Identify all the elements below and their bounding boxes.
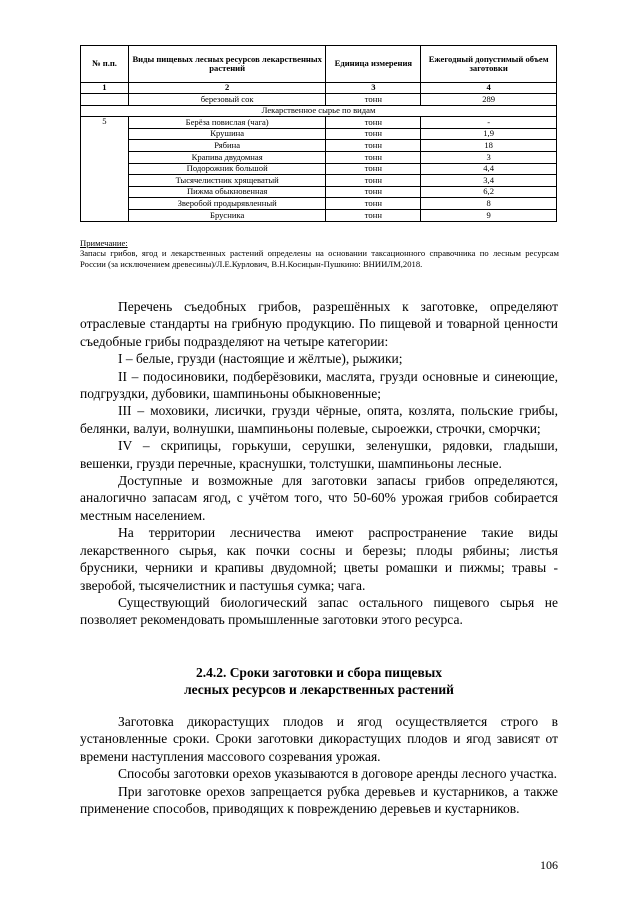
cell-value: 18 [421, 140, 557, 152]
cell-resource: Тысячелистник хрящеватый [128, 175, 326, 187]
cell-value: - [421, 117, 557, 129]
cell-unit: тонн [326, 186, 421, 198]
paragraph: Доступные и возможные для заготовки запасы грибов определяются, аналогично запасам ягод, с учётом того, что 50-60% урожая грибов собирается местным населением. [80, 473, 558, 523]
cell-value: 1,9 [421, 128, 557, 140]
header-unit: Единица измерения [326, 46, 421, 83]
cell-number [81, 94, 129, 106]
table-row [81, 128, 557, 140]
paragraph: На территории лесничества имеют распространение такие виды лекарственного сырья, как почки сосны и березы; плоды рябины; листья брусники, черники и крапивы двудомной; цветы ромашки и пижмы; травы - зверобой, тысячелистник и пастушья сумка; чага. [80, 525, 558, 593]
paragraph: Способы заготовки орехов указываются в договоре аренды лесного участка. [118, 766, 558, 782]
cell-value: 3 [421, 151, 557, 163]
table-note [80, 238, 559, 269]
table-row [81, 209, 557, 221]
cell-value: 8 [421, 198, 557, 210]
paragraph: При заготовке орехов запрещается рубка деревьев и кустарников, а также применение способов, приводящих к повреждению деревьев и кустарников. [80, 783, 558, 817]
cell-unit: тонн [326, 140, 421, 152]
col-num: 2 [128, 83, 326, 94]
section-heading-line: лесных ресурсов и лекарственных растений [184, 682, 454, 698]
cell-value: 289 [421, 94, 557, 106]
cell-resource: Брусника [128, 209, 326, 221]
page-number: 106 [540, 858, 558, 872]
cell-resource: Пижма обыкновенная [128, 186, 326, 198]
cell-resource: Зверобой продырявленный [128, 198, 326, 210]
cell-resource: Подорожник большой [128, 163, 326, 175]
table-row [81, 198, 557, 210]
header-number: № п.п. [81, 46, 129, 83]
note-title: Примечание: [80, 238, 128, 248]
table-row [81, 163, 557, 175]
body-text [80, 298, 558, 629]
paragraph: IV – скрипицы, горькуши, серушки, зеленушки, рядовки, гладыши, вешенки, грузди перечные, краснушки, толстушки, шампиньоны лесные. [80, 438, 558, 471]
table-row [81, 140, 557, 152]
paragraph: III – моховики, лисички, грузди чёрные, опята, козлята, польские грибы, белянки, валуи, волнушки, шампиньоны полевые, сыроежки, строчки, сморчки; [80, 403, 558, 436]
table-row [81, 117, 557, 129]
cell-resource: Берёза повислая (чага) [128, 117, 326, 129]
section-heading-line: 2.4.2. Сроки заготовки и сбора пищевых [195, 665, 443, 680]
col-num: 4 [421, 83, 557, 94]
section-heading [80, 664, 558, 699]
cell-unit: тонн [326, 175, 421, 187]
paragraph: Перечень съедобных грибов, разрешённых к заготовке, определяют отраслевые стандарты на грибную продукцию. По пищевой и товарной ценности съедобные грибы подразделяют на четыре категории: [80, 299, 558, 349]
cell-resource: Крапива двудомная [128, 151, 326, 163]
body-text-section [80, 713, 558, 817]
paragraph: II – подосиновики, подберёзовики, маслята, грузди основные и синеющие, подгруздки, дубовики, шампиньоны обыкновенные; [80, 368, 558, 402]
table-row [81, 175, 557, 187]
table-row [81, 94, 557, 106]
paragraph: Заготовка дикорастущих плодов и ягод осуществляется строго в установленные сроки. Сроки заготовки дикорастущих плодов и ягод зависят от времени наступления массового созревания урожая. [80, 714, 558, 764]
header-resource-type: Виды пищевых лесных ресурсов лекарственных растений [128, 46, 326, 83]
table-header-row [81, 46, 557, 83]
section-row-label: Лекарственное сырье по видам [81, 105, 557, 117]
cell-unit: тонн [326, 94, 421, 106]
cell-value: 3,4 [421, 175, 557, 187]
cell-resource: березовый сок [128, 94, 326, 106]
column-number-row [81, 83, 557, 94]
paragraph: I – белые, грузди (настоящие и жёлтые), рыжики; [118, 351, 403, 367]
cell-resource: Рябина [128, 140, 326, 152]
cell-unit: тонн [326, 128, 421, 140]
col-num: 3 [326, 83, 421, 94]
cell-value: 4,4 [421, 163, 557, 175]
cell-unit: тонн [326, 198, 421, 210]
note-text: Запасы грибов, ягод и лекарственных растений определены на основании таксационного справочника по лесным ресурсам России (за исключением древесины)/Л.Е.Курлович, В.Н.Косицын-Пушкино: ВНИИЛМ,2018. [80, 248, 559, 269]
cell-unit: тонн [326, 151, 421, 163]
cell-value: 6,2 [421, 186, 557, 198]
table-row [81, 151, 557, 163]
cell-group-number: 5 [81, 117, 129, 221]
col-num: 1 [81, 83, 129, 94]
section-row [81, 105, 557, 117]
cell-value: 9 [421, 209, 557, 221]
header-annual-volume: Ежегодный допустимый объем заготовки [421, 46, 557, 83]
cell-unit: тонн [326, 163, 421, 175]
cell-unit: тонн [326, 209, 421, 221]
table-row [81, 186, 557, 198]
resources-table [80, 45, 557, 222]
cell-unit: тонн [326, 117, 421, 129]
cell-resource: Крушина [128, 128, 326, 140]
paragraph: Существующий биологический запас остального пищевого сырья не позволяет рекомендовать промышленные заготовки этого ресурса. [80, 594, 558, 628]
